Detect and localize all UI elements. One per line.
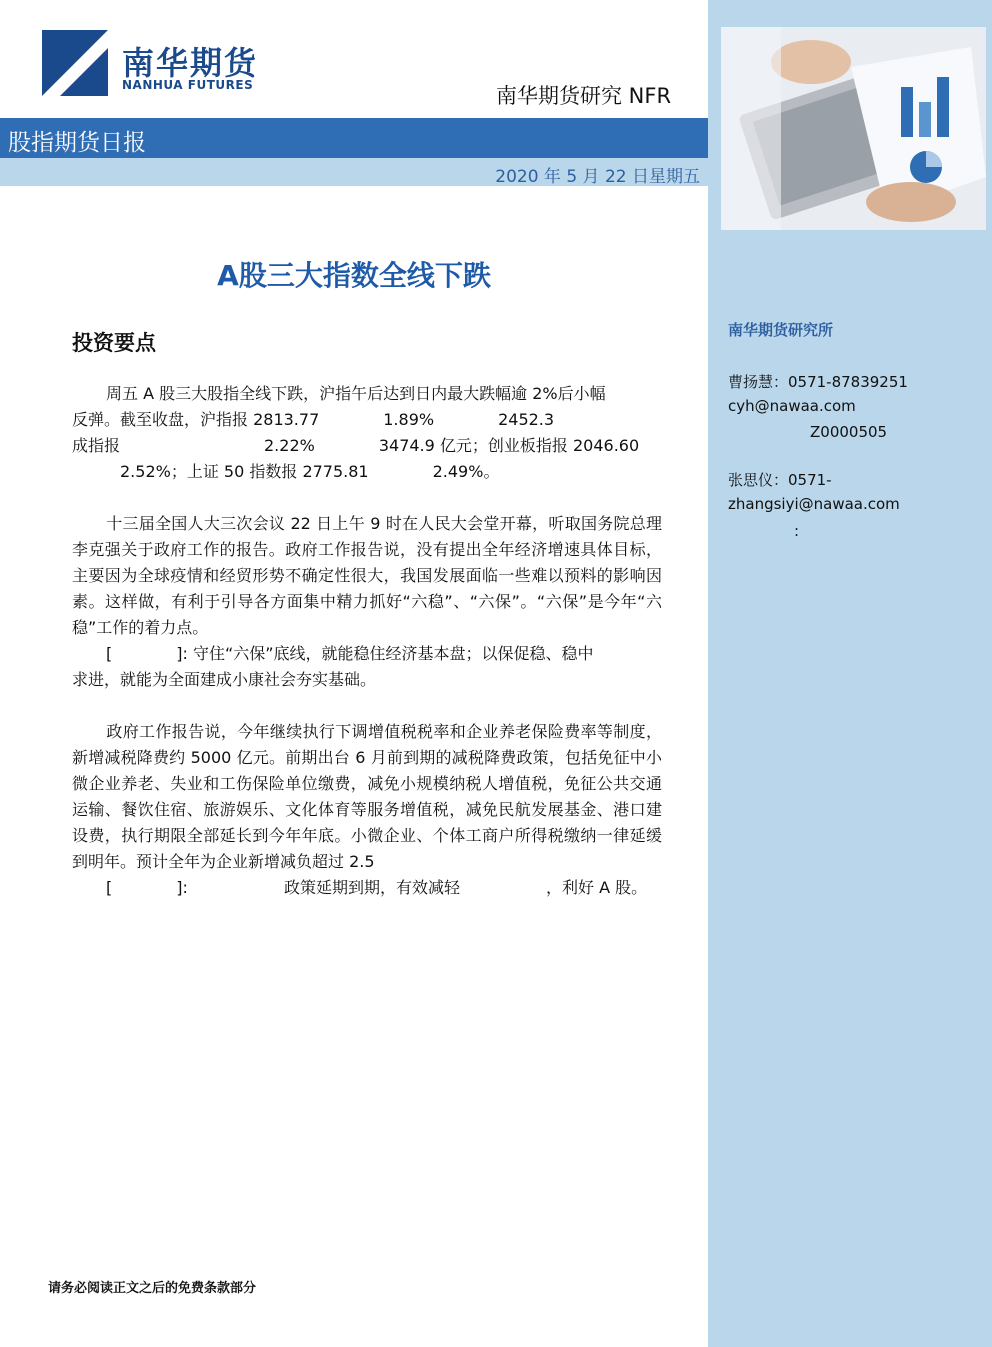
analyst2-note: : xyxy=(794,522,800,540)
p3-bracket-a: [ ]: xyxy=(106,878,188,897)
p1-line3: 成指报 2.22% 3474.9 亿元；创业板指报 2046.60 xyxy=(72,436,640,455)
p3-bracket-b: 政策延期到期，有效减轻 xyxy=(284,878,461,897)
paragraph-3: 政府工作报告说，今年继续执行下调增值税税率和企业养老保险费率等制度，新增减税降费约 5000 亿元。前期出台 6 月前到期的减税降费政策，包括免征中小微企业养老、失业和工伤保险单位缴费，减免小规模纳税人增值税，免征公共交通运输、餐饮住宿、旅游娱乐、文化体育等服务增值税，减免民航发展基金、港口建设费，执行期限全部延长到今年年底。小微企业、个体工商户所得税缴纳一律延缓到明年。预计全年为企业新增减负超过 2.5 xyxy=(72,722,662,871)
paragraph-2: 十三届全国人大三次会议 22 日上午 9 时在人民大会堂开幕，听取国务院总理李克强关于政府工作的报告。政府工作报告说，没有提出全年经济增速具体目标，主要因为全球疫情和经贸形势不确定性很大，我国发展面临一些难以预料的影响因素。这样做，有利于引导各方面集中精力抓好“六稳”、“六保”。“六保”是今年“六稳”工作的着力点。 xyxy=(72,514,662,637)
research-label: 南华期货研究 NFR xyxy=(496,84,672,108)
section-heading: 投资要点 xyxy=(72,331,156,355)
p2-bracket-line1: [ ]: 守住“六保”底线，就能稳住经济基本盘；以保促稳、稳中 xyxy=(106,644,594,663)
analyst1-phone: 曹扬慧：0571-87839251 xyxy=(728,373,908,391)
sidebar-org: 南华期货研究所 xyxy=(728,321,834,339)
p1-line2: 反弹。截至收盘，沪指报 2813.77 1.89% 2452.3 xyxy=(72,410,555,429)
brand-name-en: NANHUA FUTURES xyxy=(122,78,254,92)
p2-bracket-line2: 求进，就能为全面建成小康社会夯实基础。 xyxy=(72,670,377,689)
cover-photo xyxy=(721,27,986,230)
p1-line1: 周五 A 股三大股指全线下跌，沪指午后达到日内最大跌幅逾 2%后小幅 xyxy=(106,384,606,403)
article-title: A股三大指数全线下跌 xyxy=(217,259,491,292)
report-type: 股指期货日报 xyxy=(8,130,146,156)
disclaimer-footer: 请务必阅读正文之后的免费条款部分 xyxy=(48,1281,257,1296)
analyst1-license: Z0000505 xyxy=(810,423,888,441)
brand-name-cn: 南华期货 xyxy=(122,44,259,82)
report-date: 2020 年 5 月 22 日星期五 xyxy=(495,167,700,187)
nanhua-logo-icon xyxy=(42,30,108,96)
analyst1-email: cyh@nawaa.com xyxy=(728,397,856,415)
analyst2-phone: 张思仪：0571- xyxy=(728,471,832,489)
p3-bracket-c: ，利好 A 股。 xyxy=(546,878,648,897)
analyst2-email: zhangsiyi@nawaa.com xyxy=(728,495,900,513)
p1-line4: 2.52%；上证 50 指数报 2775.81 2.49%。 xyxy=(72,462,500,481)
